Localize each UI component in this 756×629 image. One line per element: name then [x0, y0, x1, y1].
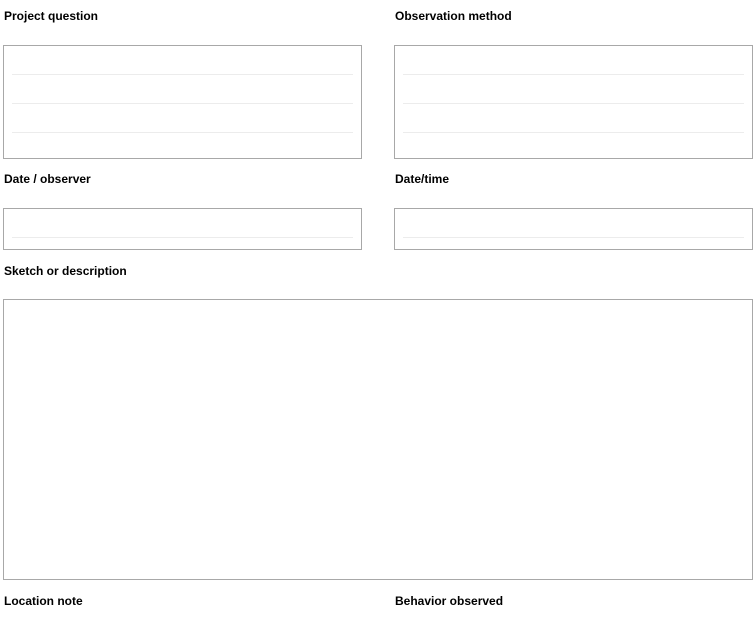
behavior-observed-label: Behavior observed: [395, 594, 504, 608]
writing-line: [403, 103, 744, 104]
date-time-label: Date/time: [395, 172, 450, 186]
writing-line: [403, 237, 744, 238]
writing-line: [12, 74, 353, 75]
sketch-description-label: Sketch or description: [4, 264, 127, 278]
writing-line: [12, 237, 353, 238]
writing-line: [12, 103, 353, 104]
writing-line: [403, 74, 744, 75]
date-time-field[interactable]: [394, 208, 753, 250]
writing-line: [12, 132, 353, 133]
date-observer-label: Date / observer: [4, 172, 91, 186]
date-observer-field[interactable]: [3, 208, 362, 250]
sketch-description-area[interactable]: [3, 299, 753, 580]
project-question-label: Project question: [4, 9, 99, 23]
location-note-label: Location note: [4, 594, 83, 608]
writing-line: [403, 132, 744, 133]
observation-method-field[interactable]: [394, 45, 753, 159]
project-question-field[interactable]: [3, 45, 362, 159]
observation-method-label: Observation method: [395, 9, 512, 23]
